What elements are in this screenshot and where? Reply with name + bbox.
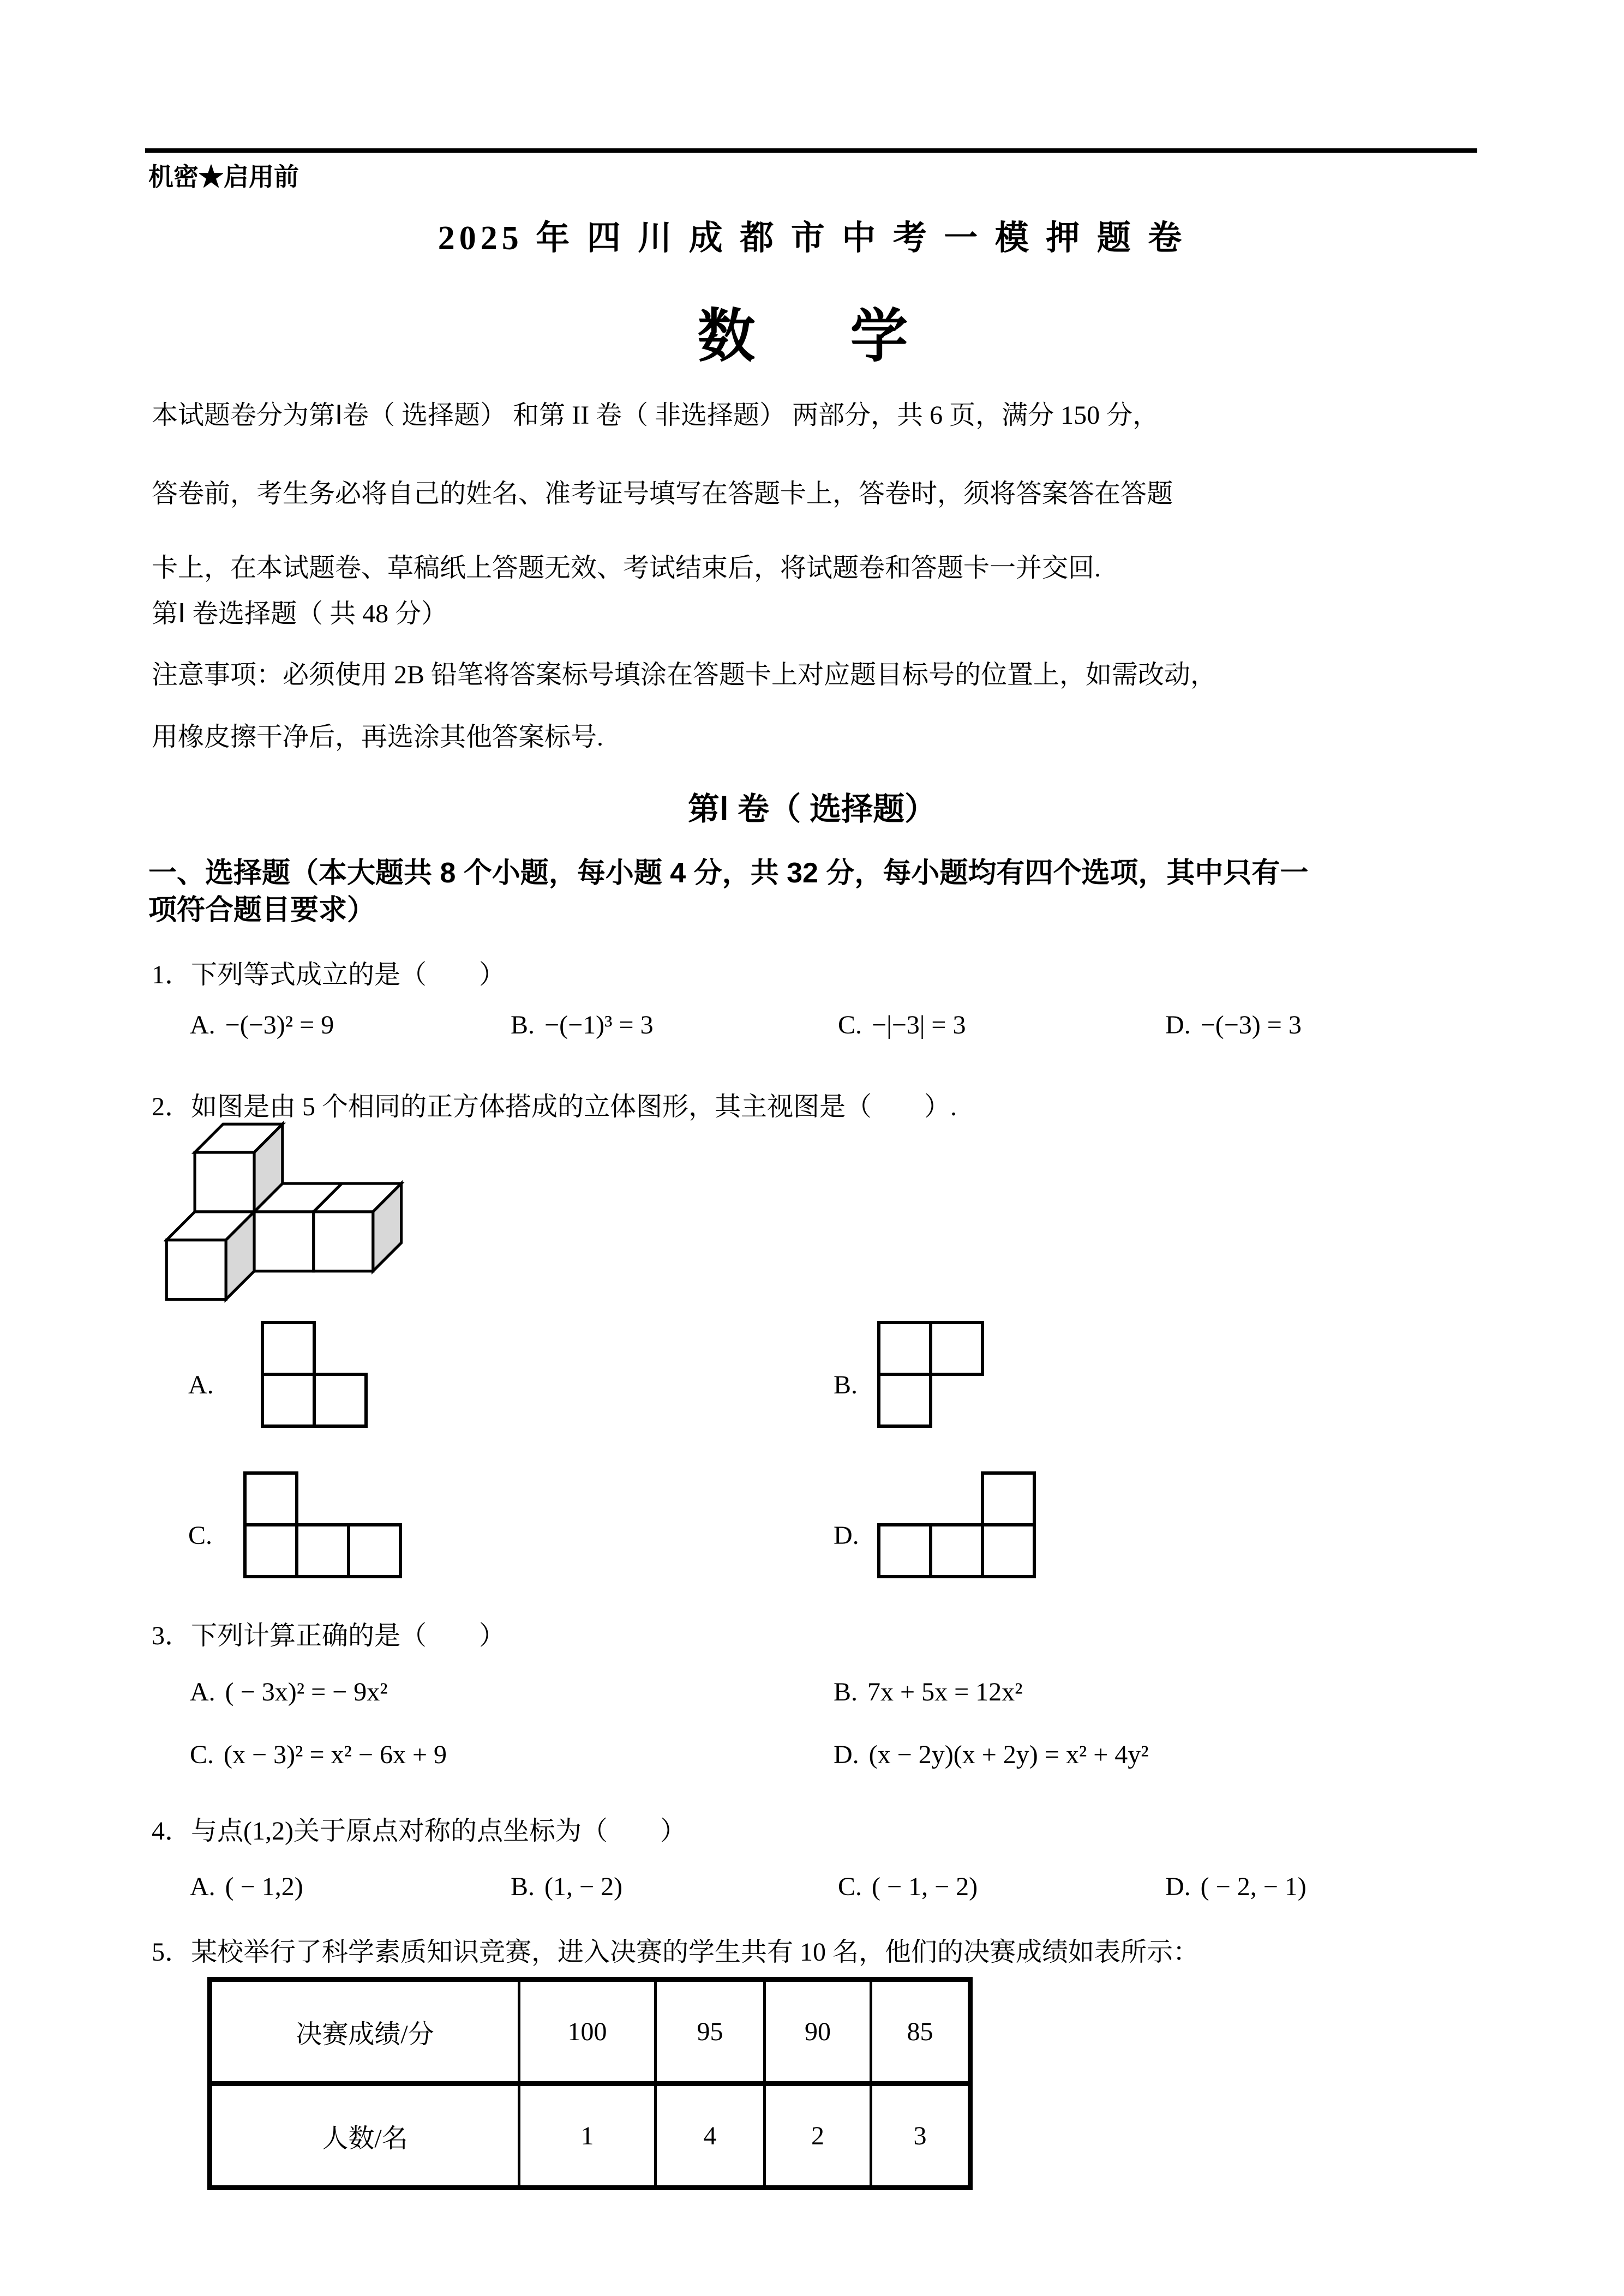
q3-option-c [190, 1740, 447, 1770]
q2-solid-figure [164, 1121, 407, 1305]
q4-option-d-label: D. [1165, 1872, 1191, 1901]
q3-option-b-label: B. [834, 1678, 858, 1706]
section1-desc-line1: 一、选择题（本大题共 8 个小题，每小题 4 分，共 32 分，每小题均有四个选项，其中只有一 [148, 857, 1309, 889]
q4-option-c-label: C. [838, 1872, 862, 1901]
q3-option-a [190, 1677, 388, 1707]
q3-option-c-label: C. [190, 1740, 214, 1769]
q4-option-d [1165, 1872, 1307, 1902]
q4-option-a-label: A. [190, 1872, 215, 1901]
q4-option-b-math: (1, − 2) [544, 1872, 623, 1901]
q5-table [207, 1977, 973, 2190]
q4-option-a [190, 1872, 303, 1902]
table-cell: 100 [519, 1980, 656, 2084]
q2-option-a-figure [261, 1321, 368, 1428]
q1-option-c-label: C. [838, 1011, 862, 1039]
q3-option-d-label: D. [834, 1740, 859, 1769]
table-cell: 95 [656, 1980, 765, 2084]
table-cell: 决赛成绩/分 [210, 1980, 519, 2084]
q2-option-a-label: A. [188, 1371, 214, 1399]
q4-option-c-math: ( − 1, − 2) [872, 1872, 978, 1901]
intro-line: 第Ⅰ 卷选择题（ 共 48 分） [152, 599, 448, 628]
header-rule [145, 148, 1477, 153]
table-cell: 4 [656, 2084, 765, 2188]
q1-option-d-label: D. [1165, 1011, 1191, 1039]
q2-option-d-label: D. [834, 1521, 859, 1550]
q2-option-c-figure [243, 1471, 402, 1578]
q3-option-c-math: (x − 3)² = x² − 6x + 9 [224, 1740, 447, 1769]
intro-line: 本试题卷分为第Ⅰ卷（ 选择题） 和第 II 卷（ 非选择题） 两部分，共 6 页，满分 150 分， [152, 401, 1159, 430]
table-row [210, 1980, 970, 2084]
table-cell: 3 [871, 2084, 970, 2188]
q2-option-b-label: B. [834, 1371, 858, 1399]
subject-title: 数 学 [697, 305, 927, 369]
intro-line: 答卷前，考生务必将自己的姓名、准考证号填写在答题卡上，答卷时，须将答案答在答题 [152, 479, 1173, 508]
exam-title: 2025 年 四 川 成 都 市 中 考 一 模 押 题 卷 [438, 220, 1186, 257]
q4-option-d-math: ( − 2, − 1) [1200, 1872, 1307, 1901]
q3-option-b [834, 1677, 1023, 1707]
table-cell: 1 [519, 2084, 656, 2188]
q4-option-a-math: ( − 1,2) [225, 1872, 303, 1901]
q1-option-c [838, 1010, 966, 1040]
q2-option-c-label: C. [188, 1521, 213, 1550]
q1-option-c-math: −|−3| = 3 [872, 1011, 966, 1039]
table-cell: 85 [871, 1980, 970, 2084]
table-row [210, 2084, 970, 2188]
q3-option-a-math: ( − 3x)² = − 9x² [225, 1678, 388, 1706]
table-cell: 人数/名 [210, 2084, 519, 2188]
q1-option-b [511, 1010, 654, 1040]
intro-line: 卡上，在本试题卷、草稿纸上答题无效、考试结束后，将试题卷和答题卡一并交回. [152, 554, 1101, 582]
q3-option-b-math: 7x + 5x = 12x² [867, 1678, 1023, 1706]
notes-line: 注意事项：必须使用 2B 铅笔将答案标号填涂在答题卡上对应题目标号的位置上，如需改动， [152, 660, 1217, 689]
q2-option-b-figure [877, 1321, 984, 1428]
section1-heading: 第Ⅰ 卷（ 选择题） [687, 791, 937, 827]
q3-option-d-math: (x − 2y)(x + 2y) = x² + 4y² [868, 1740, 1149, 1769]
q4-option-b-label: B. [511, 1872, 535, 1901]
q3-text: 3．下列计算正确的是（ ） [152, 1621, 506, 1650]
q1-option-d [1165, 1010, 1302, 1040]
security-notice: 机密★启用前 [148, 163, 299, 191]
table-cell: 2 [765, 2084, 871, 2188]
q4-option-c [838, 1872, 978, 1902]
q4-text: 4．与点(1,2)关于原点对称的点坐标为（ ） [152, 1817, 686, 1846]
q1-option-a-label: A. [190, 1011, 215, 1039]
notes-line: 用橡皮擦干净后，再选涂其他答案标号. [152, 723, 604, 752]
q3-option-d [834, 1740, 1149, 1770]
q4-option-b [511, 1872, 622, 1902]
q1-option-b-math: −(−1)³ = 3 [544, 1011, 654, 1039]
table-cell: 90 [765, 1980, 871, 2084]
q1-option-a-math: −(−3)² = 9 [225, 1011, 334, 1039]
q1-option-b-label: B. [511, 1011, 535, 1039]
q2-text: 2．如图是由 5 个相同的正方体搭成的立体图形，其主视图是（ ）. [152, 1092, 957, 1121]
q3-option-a-label: A. [190, 1678, 215, 1706]
q1-option-d-math: −(−3) = 3 [1200, 1011, 1302, 1039]
q5-text: 5．某校举行了科学素质知识竞赛，进入决赛的学生共有 10 名，他们的决赛成绩如表所示： [152, 1938, 1200, 1967]
q1-option-a [190, 1010, 334, 1040]
section1-desc-line2: 项符合题目要求） [148, 894, 376, 926]
q2-option-d-figure [877, 1471, 1036, 1578]
q1-text: 1．下列等式成立的是（ ） [152, 960, 506, 989]
